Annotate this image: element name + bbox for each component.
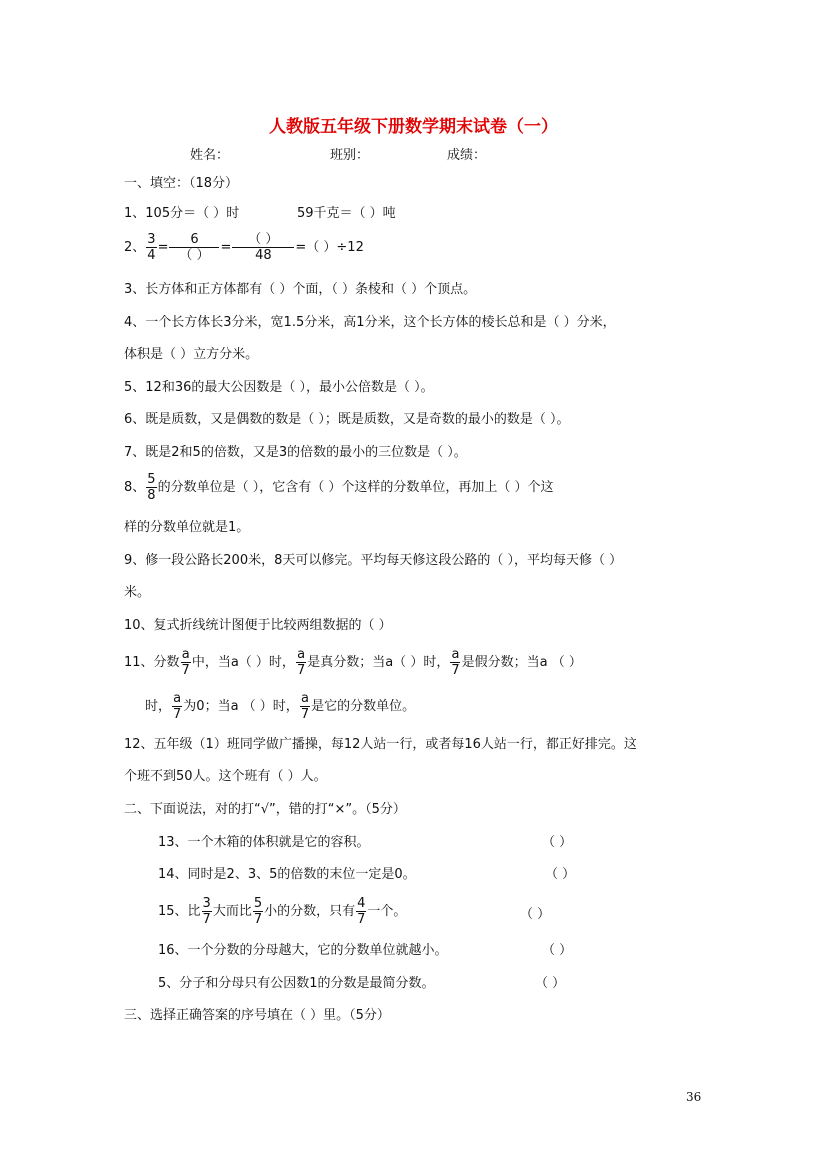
question-9b: 米。 — [124, 585, 151, 600]
question-11-line2 — [145, 691, 415, 722]
question-6: 6、既是质数，又是偶数的数是（ ）；既是质数，又是奇数的最小的数是（ ）。 — [124, 412, 570, 427]
fraction — [172, 691, 182, 722]
numerator: 3 — [147, 232, 156, 247]
fraction — [146, 232, 156, 263]
class-label: 班别： — [330, 148, 370, 163]
q2-lead: 2、 — [124, 240, 146, 255]
q15-part: 一个。 — [367, 904, 407, 919]
denominator: 7 — [451, 663, 460, 678]
score-label: 成绩： — [447, 148, 487, 163]
answer-blank: （ ） — [520, 907, 551, 922]
denominator: 7 — [357, 912, 366, 927]
tf-question-15 — [158, 896, 406, 927]
page-number: 36 — [686, 1090, 702, 1104]
question-12b: 个班不到50人。这个班有（ ）人。 — [124, 769, 327, 784]
numerator: a — [300, 691, 309, 706]
q11-part: 是真分数；当a（ ）时， — [307, 655, 450, 670]
fraction — [296, 647, 306, 678]
q11-lead: 11、分数 — [124, 655, 180, 670]
question-5: 5、12和36的最大公因数是（ ），最小公倍数是（ ）。 — [124, 380, 434, 395]
question-4a: 4、一个长方体长3分米，宽1.5分米，高1分米，这个长方体的棱长总和是（ ）分米， — [124, 315, 616, 330]
fraction — [169, 232, 219, 263]
question-10: 10、复式折线统计图便于比较两组数据的（ ） — [124, 618, 392, 633]
denominator: 7 — [300, 707, 310, 722]
question-1b: 59千克＝（ ）吨 — [297, 206, 396, 221]
fraction — [253, 896, 263, 927]
equals: = — [220, 240, 232, 255]
question-3: 3、长方体和正方体都有（ ）个面，（ ）条棱和（ ）个顶点。 — [124, 282, 477, 297]
numerator: a — [451, 647, 460, 662]
denominator: 8 — [147, 488, 156, 503]
numerator: 4 — [357, 896, 366, 911]
q11-part: 是它的分数单位。 — [311, 699, 416, 714]
denominator: 7 — [296, 663, 306, 678]
denominator: 7 — [253, 912, 263, 927]
numerator: 3 — [202, 896, 211, 911]
question-2 — [124, 232, 364, 263]
denominator: （ ） — [179, 248, 210, 263]
question-8 — [124, 472, 553, 503]
page-title: 人教版五年级下册数学期末试卷（一） — [269, 117, 558, 137]
tf-question-5: 5、分子和分母只有公因数1的分数是最简分数。 — [158, 976, 435, 991]
q8-rest: 的分数单位是（ ），它含有（ ）个这样的分数单位，再加上（ ）个这 — [157, 480, 554, 495]
fraction — [300, 691, 310, 722]
tf-question-16: 16、一个分数的分母越大，它的分数单位就越小。 — [158, 943, 448, 958]
q11-part: 时， — [145, 699, 172, 714]
equals: = — [157, 240, 169, 255]
q15-part: 小的分数，只有 — [264, 904, 356, 919]
q2-rest: =（ ）÷12 — [295, 240, 364, 255]
name-label: 姓名： — [190, 148, 230, 163]
fraction — [181, 647, 191, 678]
tf-question-13: 13、一个木箱的体积就是它的容积。 — [158, 835, 370, 850]
section-2-heading: 二、下面说法，对的打“√”，错的打“×”。（5分） — [124, 802, 406, 817]
fraction — [146, 472, 156, 503]
fraction — [232, 232, 294, 263]
denominator: 7 — [173, 707, 182, 722]
fraction — [450, 647, 460, 678]
question-8b: 样的分数单位就是1。 — [124, 520, 250, 535]
numerator: a — [173, 691, 182, 706]
section-1-heading: 一、填空：（18分） — [124, 176, 239, 191]
q11-part: 是假分数；当a （ ） — [461, 655, 582, 670]
numerator: 5 — [253, 896, 263, 911]
numerator: a — [181, 647, 190, 662]
denominator: 7 — [202, 912, 211, 927]
denominator: 4 — [147, 248, 156, 263]
question-12a: 12、五年级（1）班同学做广播操，每12人站一行，或者每16人站一行，都正好排完。这 — [124, 737, 637, 752]
question-11-line1 — [124, 647, 582, 678]
answer-blank: （ ） — [535, 976, 566, 991]
fraction — [356, 896, 366, 927]
question-7: 7、既是2和5的倍数，又是3的倍数的最小的三位数是（ ）。 — [124, 445, 467, 460]
tf-question-14: 14、同时是2、3、5的倍数的末位一定是0。 — [158, 867, 416, 882]
q15-part: 15、比 — [158, 904, 201, 919]
question-1a: 1、105分＝（ ）时 — [124, 206, 240, 221]
q11-part: 中，当a（ ）时， — [191, 655, 295, 670]
denominator: 48 — [255, 248, 272, 263]
fraction — [202, 896, 212, 927]
q15-part: 大而比 — [212, 904, 252, 919]
numerator: a — [297, 647, 306, 662]
question-4b: 体积是（ ）立方分米。 — [124, 347, 259, 362]
q11-part: 为0；当a （ ）时， — [183, 699, 299, 714]
section-3-heading: 三、选择正确答案的序号填在（ ）里。（5分） — [124, 1008, 390, 1023]
question-9a: 9、修一段公路长200米，8天可以修完。平均每天修这段公路的（ ），平均每天修（ ） — [124, 553, 623, 568]
numerator: （ ） — [232, 232, 294, 248]
q8-lead: 8、 — [124, 480, 146, 495]
numerator: 5 — [147, 472, 156, 487]
answer-blank: （ ） — [542, 835, 573, 850]
denominator: 7 — [181, 663, 190, 678]
answer-blank: （ ） — [542, 943, 573, 958]
answer-blank: （ ） — [545, 867, 576, 882]
numerator: 6 — [169, 232, 219, 248]
